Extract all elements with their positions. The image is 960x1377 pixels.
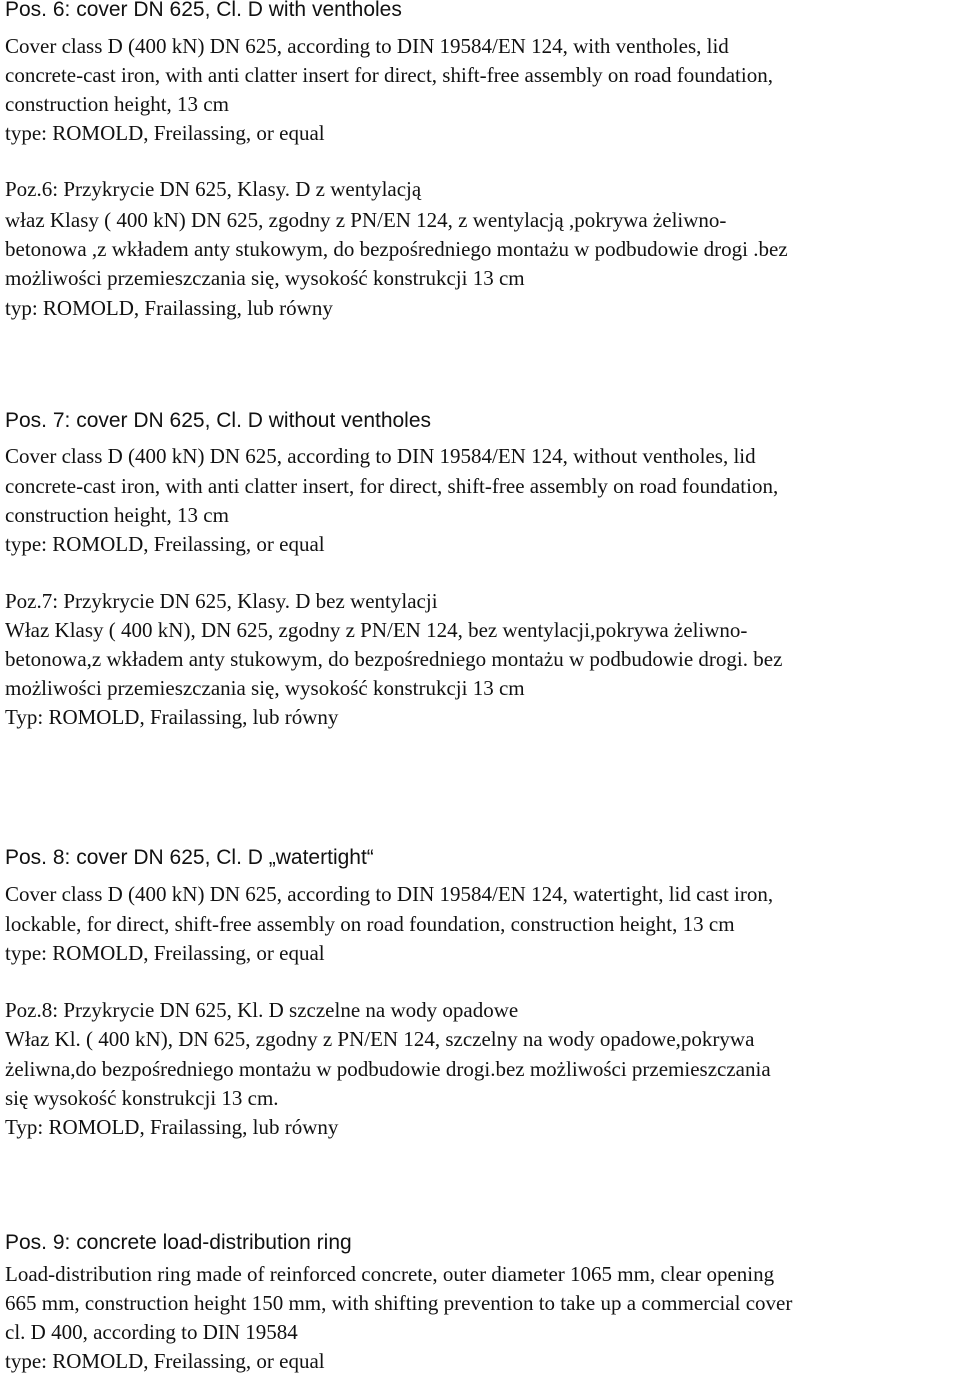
en-text-line: concrete-cast iron, with anti clatter insert, for direct, shift-free assembly on road foundation, bbox=[5, 474, 779, 498]
section-heading: Pos. 8: cover DN 625, Cl. D „watertight“ bbox=[5, 846, 374, 869]
pl-text-line: możliwości przemieszczania się, wysokość konstrukcji 13 cm bbox=[5, 676, 525, 700]
en-text-line: Cover class D (400 kN) DN 625, according to DIN 19584/EN 124, watertight, lid cast iron, bbox=[5, 882, 774, 906]
pl-text-line: możliwości przemieszczania się, wysokość konstrukcji 13 cm bbox=[5, 266, 525, 290]
pl-text-line: Typ: ROMOLD, Frailassing, lub równy bbox=[5, 705, 339, 729]
pl-text-line: Właz Klasy ( 400 kN), DN 625, zgodny z PN/EN 124, bez wentylacji,pokrywa żeliwno- bbox=[5, 618, 748, 642]
pl-text-line: się wysokość konstrukcji 13 cm. bbox=[5, 1086, 279, 1110]
pl-text-line: właz Klasy ( 400 kN) DN 625, zgodny z PN/EN 124, z wentylacją ,pokrywa żeliwno- bbox=[5, 208, 727, 232]
en-text-line: Cover class D (400 kN) DN 625, according to DIN 19584/EN 124, with ventholes, lid bbox=[5, 34, 729, 58]
en-text-line: type: ROMOLD, Freilassing, or equal bbox=[5, 532, 325, 556]
en-text-line: concrete-cast iron, with anti clatter insert for direct, shift-free assembly on road foundation, bbox=[5, 63, 773, 87]
en-text-line: lockable, for direct, shift-free assembly on road foundation, construction height, 13 cm bbox=[5, 912, 735, 936]
pl-text-line: betonowa,z wkładem anty stukowym, do bezpośredniego montażu w podbudowie drogi. bez bbox=[5, 647, 783, 671]
pl-heading: Poz.6: Przykrycie DN 625, Klasy. D z wentylacją bbox=[5, 177, 422, 201]
pl-text-line: Typ: ROMOLD, Frailassing, lub równy bbox=[5, 1115, 339, 1139]
en-text-line: type: ROMOLD, Freilassing, or equal bbox=[5, 941, 325, 965]
section-heading: Pos. 7: cover DN 625, Cl. D without ventholes bbox=[5, 409, 432, 432]
en-text-line: Load-distribution ring made of reinforced concrete, outer diameter 1065 mm, clear opening bbox=[5, 1262, 775, 1286]
en-text-line: construction height, 13 cm bbox=[5, 503, 229, 527]
pl-text-line: żeliwna,do bezpośredniego montażu w podbudowie drogi.bez możliwości przemieszczania bbox=[5, 1057, 771, 1081]
en-text-line: 665 mm, construction height 150 mm, with shifting prevention to take up a commercial cover bbox=[5, 1291, 793, 1315]
pl-text-line: Właz Kl. ( 400 kN), DN 625, zgodny z PN/EN 124, szczelny na wody opadowe,pokrywa bbox=[5, 1027, 755, 1051]
pl-heading: Poz.8: Przykrycie DN 625, Kl. D szczelne na wody opadowe bbox=[5, 998, 519, 1022]
section-heading: Pos. 6: cover DN 625, Cl. D with ventholes bbox=[5, 0, 402, 21]
en-text-line: construction height, 13 cm bbox=[5, 92, 229, 116]
en-text-line: cl. D 400, according to DIN 19584 bbox=[5, 1320, 298, 1344]
pl-heading: Poz.7: Przykrycie DN 625, Klasy. D bez wentylacji bbox=[5, 589, 438, 613]
en-text-line: type: ROMOLD, Freilassing, or equal bbox=[5, 1349, 325, 1373]
en-text-line: type: ROMOLD, Freilassing, or equal bbox=[5, 121, 325, 145]
pl-text-line: betonowa ,z wkładem anty stukowym, do bezpośredniego montażu w podbudowie drogi .bez bbox=[5, 237, 788, 261]
section-heading: Pos. 9: concrete load-distribution ring bbox=[5, 1231, 352, 1254]
en-text-line: Cover class D (400 kN) DN 625, according to DIN 19584/EN 124, without ventholes, lid bbox=[5, 444, 756, 468]
pl-text-line: typ: ROMOLD, Frailassing, lub równy bbox=[5, 296, 333, 320]
